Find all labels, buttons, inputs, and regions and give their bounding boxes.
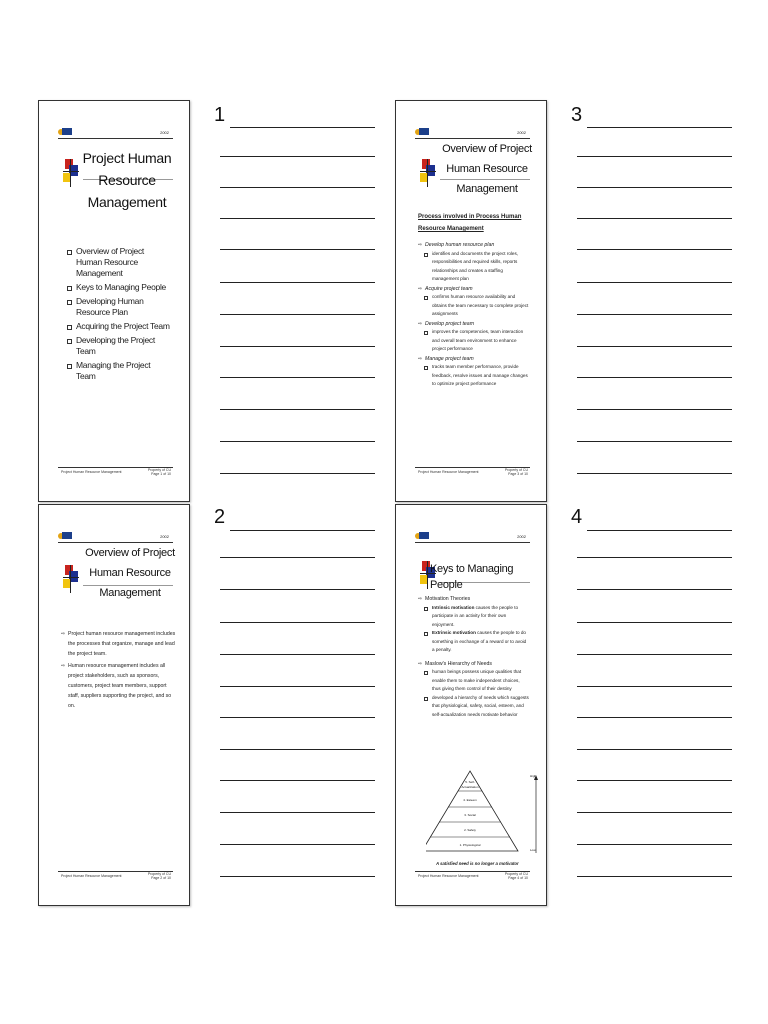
bullet-item: Overview of Project Human Resource Management [67,246,171,279]
bullet-item: Managing the Project Team [67,360,171,382]
note-writing-line [577,686,732,687]
note-writing-line [587,530,732,531]
section-heading: ⇨ Motivation Theories [418,595,542,604]
decorative-squares-icon [63,159,79,187]
logo-icon [58,128,72,135]
process-list [418,241,542,389]
note-writing-line [220,749,375,750]
note-writing-line [230,530,375,531]
logo-icon [415,128,429,135]
high-label: High [530,774,537,778]
section-text: improves the competencies, team interaction and overall team environment to enhance project performance [418,328,542,354]
note-writing-line [577,717,732,718]
note-writing-line [220,409,375,410]
note-writing-line [220,686,375,687]
slide-corner-label: 2002 [160,534,169,539]
slide-title: Keys to Managing People [430,563,514,591]
slide-corner-label: 2002 [160,130,169,135]
note-writing-line [577,589,732,590]
extrinsic-text: Extrinsic motivation causes the people to do something in exchange of a reward or to avoid a penalty. [418,629,542,655]
note-writing-line [577,812,732,813]
footer-page: Property of CU Page 4 of 10 [504,872,528,880]
note-writing-line [577,876,732,877]
note-writing-line [220,589,375,590]
bullet-item: Keys to Managing People [67,282,171,293]
note-writing-line [577,780,732,781]
note-writing-line [220,876,375,877]
process-heading: Process involved in Process Human Resource Management [418,214,522,232]
slide-title: Project Human Resource Management [82,150,172,210]
pyramid-caption: A satisfied need is no longer a motivator [436,861,519,866]
section-heading: ⇨ Develop project team [418,320,542,329]
slide-bullets [61,629,179,711]
note-writing-line [220,812,375,813]
bullet-item: Acquiring the Project Team [67,321,171,332]
note-writing-line [220,377,375,378]
slide-1 [38,100,190,502]
maslow-text: developed a hierarchy of needs which suggests that physiological, safety, social, esteem, and self-actualization needs motivate behavior [418,694,542,720]
section-heading: ⇨ Maslow's Hierarchy of Needs [418,660,542,669]
note-writing-line [220,218,375,219]
bullet-item: ⇨ Project human resource management includes the processes that organize, manage and lead the project team. [61,629,179,659]
note-writing-line [220,622,375,623]
note-writing-line [577,441,732,442]
note-writing-line [577,156,732,157]
pyramid-level-5b: Actualization [461,785,479,789]
low-label: Low [530,848,536,852]
maslow-text: human beings possess unique qualities that enable them to make independent choices, thus giving them control of their destiny [418,668,542,694]
slide-title: Overview of Project Human Resource Management [85,547,175,599]
note-writing-line [220,844,375,845]
maslow-pyramid [426,767,546,861]
note-writing-line [220,717,375,718]
footer-title: Project Human Resource Management [61,874,122,878]
note-writing-line [577,249,732,250]
section-text: confirms human resource availability and obtains the team necessary to complete project assignments [418,293,542,319]
footer-page: Property of CU Page 2 of 10 [147,872,171,880]
footer-page: Property of CU Page 1 of 10 [147,468,171,476]
footer-page: Property of CU Page 3 of 10 [504,468,528,476]
note-writing-line [220,156,375,157]
note-writing-line [577,218,732,219]
pyramid-level-5: 5. Self- [465,780,475,784]
note-writing-line [220,441,375,442]
bullet-item: ⇨ Human resource management includes all project stakeholders, such as sponsors, customers, project team members, support staff, suppliers supporting the project, and so on. [61,661,179,711]
slide-corner-label: 2002 [517,130,526,135]
note-writing-line [577,654,732,655]
motivation-section [418,595,542,719]
pyramid-level-2: 2. Safety [464,828,476,832]
note-writing-line [220,654,375,655]
note-writing-line [220,780,375,781]
section-heading: ⇨ Develop human resource plan [418,241,542,250]
pyramid-level-1: 1. Physiological [459,843,481,847]
note-writing-line [577,346,732,347]
note-writing-line [577,473,732,474]
section-heading: ⇨ Manage project team [418,355,542,364]
note-writing-line [220,346,375,347]
slide-corner-label: 2002 [517,534,526,539]
note-writing-line [577,749,732,750]
footer-title: Project Human Resource Management [61,470,122,474]
slide-bullets [67,246,171,385]
note-writing-line [220,187,375,188]
section-heading: ⇨ Acquire project team [418,285,542,294]
note-number-3: 3 [571,104,583,126]
note-writing-line [577,282,732,283]
note-writing-line [220,557,375,558]
note-writing-line [220,473,375,474]
note-writing-line [577,409,732,410]
note-writing-line [577,377,732,378]
slide-2 [38,504,190,906]
note-writing-line [220,282,375,283]
note-writing-line [577,622,732,623]
pyramid-level-3: 3. Social [464,813,476,817]
section-text: identifies and documents the project roles, responsibilities and required skills, reports relationships and creates a staffing management plan [418,250,542,284]
section-text: tracks team member performance, provide feedback, resolve issues and manage changes to optimize project performance [418,363,542,389]
logo-icon [58,532,72,539]
note-number-1: 1 [214,104,226,126]
note-writing-line [577,187,732,188]
bullet-item: Developing Human Resource Plan [67,296,171,318]
note-number-2: 2 [214,506,226,528]
note-writing-line [220,249,375,250]
bullet-item: Developing the Project Team [67,335,171,357]
footer-title: Project Human Resource Management [418,874,479,878]
top-rule [415,542,530,543]
slide-3 [395,100,547,502]
note-writing-line [230,127,375,128]
pyramid-level-4: 4. Esteem [463,798,477,802]
top-rule [58,138,173,139]
note-number-4: 4 [571,506,583,528]
note-writing-line [577,314,732,315]
note-writing-line [577,557,732,558]
note-writing-line [577,844,732,845]
slide-title: Overview of Project Human Resource Management [442,143,532,195]
intrinsic-text: Intrinsic motivation causes the people to participate in an activity for their own enjoyment. [418,604,542,630]
note-writing-line [220,314,375,315]
footer-title: Project Human Resource Management [418,470,479,474]
slide-4 [395,504,547,906]
note-writing-line [587,127,732,128]
logo-icon [415,532,429,539]
